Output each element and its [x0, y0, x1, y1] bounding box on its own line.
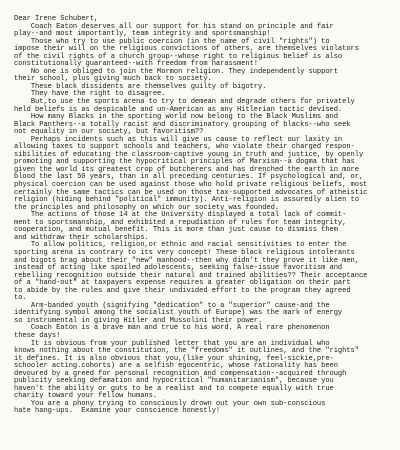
paragraph-line: Black Panthers--a totally racist and discriminatory grouping of blacks--who seek: [14, 120, 351, 129]
paragraph-line: religion (hiding behind "political" immunity). Anti-religion is assuredly alien to: [14, 196, 359, 205]
paragraph-line: to.: [14, 294, 27, 303]
paragraph-line: play--and most importantly, team integrity and sportsmanship!: [14, 30, 271, 39]
paragraph-line: to abide by the rules and give their undivided effort to the program they agreed: [14, 286, 351, 295]
paragraph-line: Coach Eaton deserves all our support for his stand on principle and fair: [14, 22, 334, 31]
paragraph-line: it defines. It is also obvious that you,(like your shining, feel-sickie,pre-: [14, 354, 334, 363]
paragraph-line: schooler acting.cohorts) are a selfish egocentric, whose rationality has been: [14, 362, 338, 371]
paragraph-line: allowing taxes to support schools and teachers, who violate their charged respon-: [14, 143, 355, 152]
paragraph-line: These black dissidents are themselves guilty of bigotry.: [14, 82, 267, 91]
paragraph-line: Coach Eaton is a brave man and true to his word. A real rare phenomenon: [14, 324, 330, 333]
paragraph-line: given the world its greatest crop of butcherers and has drenched the earth in more: [14, 165, 359, 174]
paragraph-line: the principles and philosophy on which our society was founded.: [14, 203, 280, 212]
paragraph-line: hate hang-ups. Examine your conscience honestly!: [14, 407, 221, 416]
paragraph-line: But,to use the sports arena to try to demean and degrade others for privately: [14, 98, 355, 107]
paragraph-line: ment to sportsmanship, and exhibited a repudiation of rules for team integrity,: [14, 218, 347, 227]
paragraph-line: sibilities of educating the classroom-captive young in truth and justice, by openly: [14, 150, 364, 159]
paragraph-line: of the civil rights of a church group--whose right to religious belief is also: [14, 52, 343, 61]
paragraph-line: Those who try to use public coercion (in the name of civil "rights") to: [14, 37, 330, 46]
paragraph-line: haven't the ability or guts to be a realist and to compete equally with true: [14, 384, 334, 393]
paragraph-line: impose their will on the religious convictions of others, are themselves violators: [14, 45, 359, 54]
paragraph-line: and bigots brag about their "new" manhood--then why didn't they prove it like men,: [14, 256, 359, 265]
paragraph-line: cooperation, and mutual benefit. This is more than just cause to dismiss them: [14, 226, 338, 235]
paragraph-line: these days!: [14, 331, 61, 340]
paragraph-line: physical coercion can be used against those who hold private religious beliefs, most: [14, 181, 368, 190]
paragraph-line: of a "hand-out" at taxpayers expense requires a greater obligation on their part: [14, 279, 351, 288]
paragraph-line: and withdraw their scholarships.: [14, 233, 149, 242]
paragraph-line: certainly the same tactics can be used on those tax-supported advocates of atheistic: [14, 188, 368, 197]
paragraph-line: charity toward your fellow humans.: [14, 392, 158, 401]
paragraph-line: They have the right to disagree.: [14, 90, 166, 99]
paragraph-line: identifying symbol among the socialist youth of Europe) was the mark of energy: [14, 309, 343, 318]
paragraph-line: promoting and supporting the hypocritical principles of Marxism--a dogma that has: [14, 158, 355, 167]
paragraph-line: so instrumental in giving Hitler and Mussolini their power.: [14, 316, 263, 325]
paragraph-line: No one is obliged to join the Mormon religion. They independently support: [14, 67, 338, 76]
paragraph-line: not equality in our society, but favoritism??: [14, 128, 204, 137]
paragraph-line: Perhaps incidents such as this will give us cause to reflect our laxity in: [14, 135, 343, 144]
paragraph-line: instead of acting like spoiled adolescents, seeking false-issue favoritism and: [14, 264, 343, 273]
letter-body: [14, 16, 388, 416]
paragraph-line: rebelling recognition outside their natural and trained abilities?? Their acceptance: [14, 271, 368, 280]
paragraph-line: devoured by a greed for personal recognition and compensation--acquired through: [14, 369, 347, 378]
paragraph-line: It is obvious from your published letter that you are an individual who: [14, 339, 330, 348]
paragraph-line: How many Blacks in the sporting world now belong to the Black Muslims and: [14, 113, 338, 122]
salutation: Dear Irene Schubert,: [14, 15, 99, 23]
paragraph-line: publicity seeking defamation and hypocritical "humanitarianism", because you: [14, 377, 334, 386]
paragraph-line: held beliefs is as despicable and un-American as any Hitlerian tactic devised.: [14, 105, 343, 114]
paragraph-line: blood the last 50 years, than in all preceding centuries. If psychological and, or,: [14, 173, 364, 182]
paragraph-line: You are a phony trying to consciously drown out your own sub-conscious: [14, 399, 326, 408]
paragraph-line: constitutionally guaranteed--with freedom from harassment!: [14, 60, 259, 69]
paragraph-line: Arm-banded youth (signifying "dedication" to a "superior" cause-and the: [14, 301, 330, 310]
paragraph-line: The actions of those 14 at the University displayed a total lack of commit-: [14, 211, 347, 220]
paragraph-line: To allow politics, religion,or ethnic and racial sensitivities to enter the: [14, 241, 347, 250]
paragraph-line: knows nothing about the constitution, the "freedoms" it outlines, and the "rights": [14, 347, 359, 356]
paragraph-line: sporting arena is contrary to its very concept! These black religious intolerants: [14, 248, 355, 257]
paragraph-line: their school, plus giving much back to society.: [14, 75, 212, 84]
